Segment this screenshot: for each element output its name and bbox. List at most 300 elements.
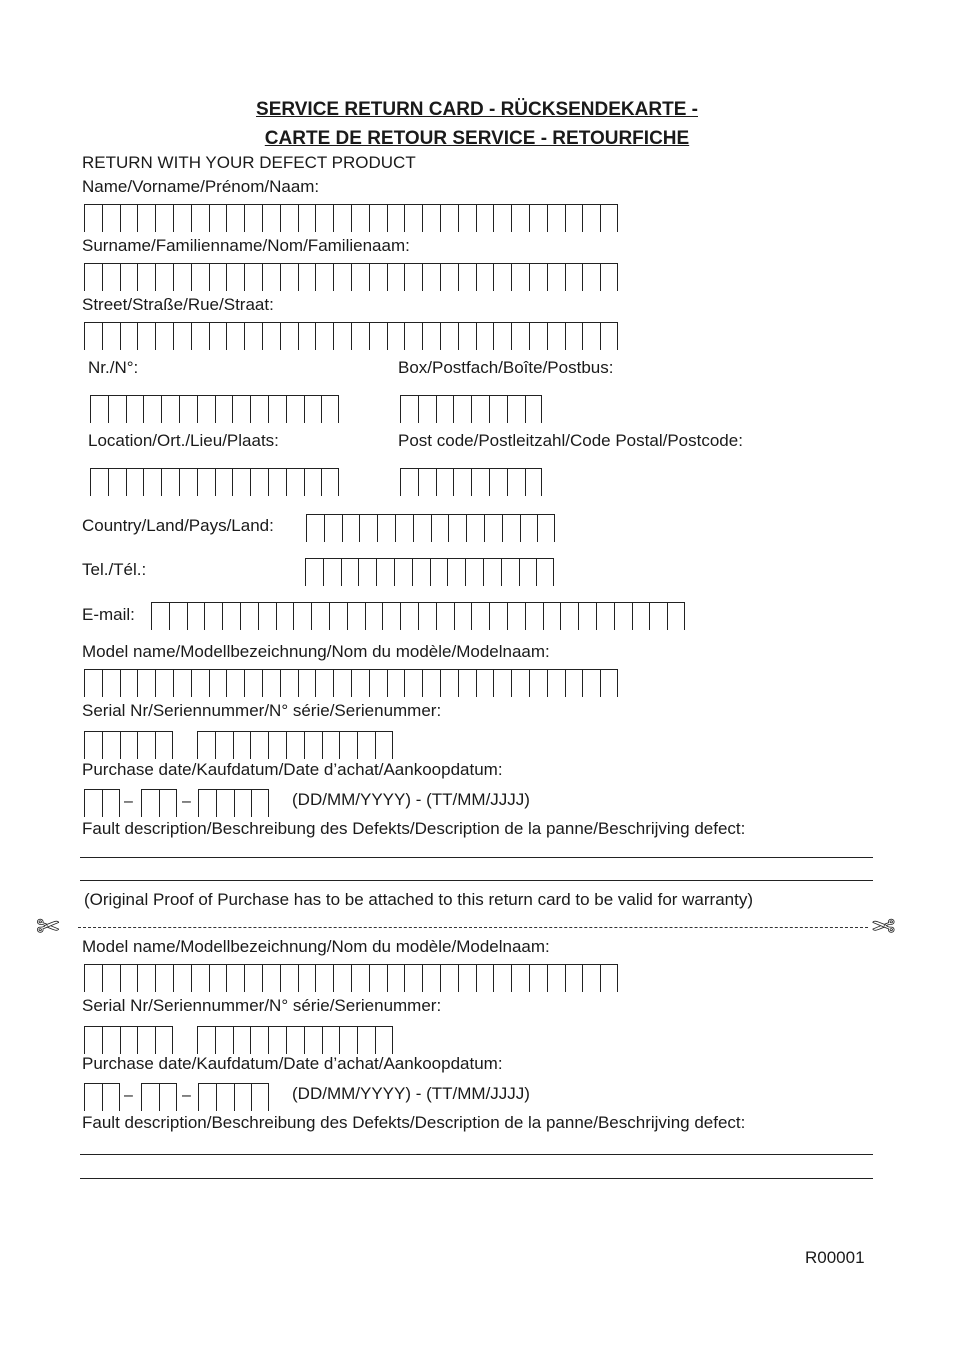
char-box[interactable] bbox=[453, 469, 471, 496]
char-box[interactable] bbox=[430, 559, 448, 586]
char-box[interactable] bbox=[511, 205, 529, 232]
char-box[interactable] bbox=[422, 205, 440, 232]
char-box[interactable] bbox=[600, 670, 618, 697]
char-box[interactable] bbox=[304, 469, 322, 496]
char-box[interactable] bbox=[422, 670, 440, 697]
char-box[interactable] bbox=[84, 965, 102, 992]
model-boxes[interactable] bbox=[84, 669, 618, 697]
char-box[interactable] bbox=[333, 264, 351, 291]
char-box[interactable] bbox=[137, 205, 155, 232]
char-box[interactable] bbox=[483, 559, 501, 586]
char-box[interactable] bbox=[143, 469, 161, 496]
char-box[interactable] bbox=[351, 965, 369, 992]
char-box[interactable] bbox=[365, 603, 383, 630]
char-box[interactable] bbox=[458, 670, 476, 697]
char-box[interactable] bbox=[155, 965, 173, 992]
char-box[interactable] bbox=[173, 323, 191, 350]
street-boxes[interactable] bbox=[84, 322, 618, 350]
char-box[interactable] bbox=[404, 323, 422, 350]
char-box[interactable] bbox=[250, 469, 268, 496]
char-box[interactable] bbox=[511, 965, 529, 992]
char-box[interactable] bbox=[120, 323, 138, 350]
char-box[interactable] bbox=[315, 205, 333, 232]
char-box[interactable] bbox=[582, 205, 600, 232]
char-box[interactable] bbox=[440, 670, 458, 697]
char-box[interactable] bbox=[120, 965, 138, 992]
serial-boxes-b[interactable] bbox=[197, 731, 393, 759]
char-box[interactable] bbox=[458, 205, 476, 232]
char-box[interactable] bbox=[422, 323, 440, 350]
char-box[interactable] bbox=[141, 790, 159, 817]
char-box[interactable] bbox=[436, 603, 454, 630]
char-box[interactable] bbox=[507, 469, 525, 496]
char-box[interactable] bbox=[137, 732, 155, 759]
char-box[interactable] bbox=[141, 1084, 159, 1111]
char-box[interactable] bbox=[529, 670, 547, 697]
char-box[interactable] bbox=[322, 732, 340, 759]
char-box[interactable] bbox=[537, 515, 555, 542]
char-box[interactable] bbox=[418, 469, 436, 496]
char-box[interactable] bbox=[120, 1027, 138, 1054]
char-box[interactable] bbox=[244, 965, 262, 992]
char-box[interactable] bbox=[137, 670, 155, 697]
char-box[interactable] bbox=[311, 603, 329, 630]
char-box[interactable] bbox=[400, 396, 418, 423]
char-box[interactable] bbox=[520, 515, 538, 542]
char-box[interactable] bbox=[102, 1084, 120, 1111]
char-box[interactable] bbox=[351, 205, 369, 232]
char-box[interactable] bbox=[84, 732, 102, 759]
char-box[interactable] bbox=[422, 264, 440, 291]
char-box[interactable] bbox=[582, 264, 600, 291]
char-box[interactable] bbox=[298, 323, 316, 350]
char-box[interactable] bbox=[137, 323, 155, 350]
nr-boxes[interactable] bbox=[90, 395, 339, 423]
char-box[interactable] bbox=[84, 1084, 102, 1111]
char-box[interactable] bbox=[347, 603, 365, 630]
char-box[interactable] bbox=[280, 323, 298, 350]
char-box[interactable] bbox=[511, 323, 529, 350]
char-box[interactable] bbox=[204, 603, 222, 630]
char-box[interactable] bbox=[369, 670, 387, 697]
char-box[interactable] bbox=[155, 670, 173, 697]
char-box[interactable] bbox=[502, 515, 520, 542]
char-box[interactable] bbox=[547, 264, 565, 291]
fault-line-3[interactable] bbox=[80, 1154, 873, 1155]
char-box[interactable] bbox=[465, 559, 483, 586]
char-box[interactable] bbox=[466, 515, 484, 542]
char-box[interactable] bbox=[155, 264, 173, 291]
char-box[interactable] bbox=[262, 323, 280, 350]
char-box[interactable] bbox=[404, 205, 422, 232]
char-box[interactable] bbox=[565, 264, 583, 291]
country-boxes[interactable] bbox=[306, 514, 555, 542]
char-box[interactable] bbox=[400, 469, 418, 496]
char-box[interactable] bbox=[251, 790, 269, 817]
char-box[interactable] bbox=[262, 264, 280, 291]
char-box[interactable] bbox=[306, 515, 324, 542]
char-box[interactable] bbox=[293, 603, 311, 630]
char-box[interactable] bbox=[493, 205, 511, 232]
location-boxes[interactable] bbox=[90, 468, 339, 496]
char-box[interactable] bbox=[304, 396, 322, 423]
char-box[interactable] bbox=[234, 790, 252, 817]
char-box[interactable] bbox=[280, 205, 298, 232]
name-boxes[interactable] bbox=[84, 204, 618, 232]
char-box[interactable] bbox=[155, 1027, 173, 1054]
char-box[interactable] bbox=[458, 264, 476, 291]
char-box[interactable] bbox=[315, 670, 333, 697]
char-box[interactable] bbox=[191, 205, 209, 232]
char-box[interactable] bbox=[268, 1027, 286, 1054]
char-box[interactable] bbox=[232, 396, 250, 423]
char-box[interactable] bbox=[339, 732, 357, 759]
char-box[interactable] bbox=[582, 323, 600, 350]
char-box[interactable] bbox=[341, 559, 359, 586]
char-box[interactable] bbox=[102, 732, 120, 759]
char-box[interactable] bbox=[161, 469, 179, 496]
char-box[interactable] bbox=[137, 1027, 155, 1054]
char-box[interactable] bbox=[565, 205, 583, 232]
char-box[interactable] bbox=[143, 396, 161, 423]
char-box[interactable] bbox=[250, 1027, 268, 1054]
char-box[interactable] bbox=[375, 1027, 393, 1054]
char-box[interactable] bbox=[493, 264, 511, 291]
purchase-day-boxes-2[interactable] bbox=[84, 1083, 120, 1111]
char-box[interactable] bbox=[369, 205, 387, 232]
serial-boxes-a-2[interactable] bbox=[84, 1026, 173, 1054]
char-box[interactable] bbox=[394, 559, 412, 586]
char-box[interactable] bbox=[102, 965, 120, 992]
char-box[interactable] bbox=[173, 264, 191, 291]
postcode-boxes[interactable] bbox=[400, 468, 542, 496]
char-box[interactable] bbox=[234, 1084, 252, 1111]
char-box[interactable] bbox=[102, 790, 120, 817]
char-box[interactable] bbox=[102, 1027, 120, 1054]
char-box[interactable] bbox=[614, 603, 632, 630]
char-box[interactable] bbox=[376, 559, 394, 586]
fault-line-4[interactable] bbox=[80, 1178, 873, 1179]
char-box[interactable] bbox=[476, 323, 494, 350]
char-box[interactable] bbox=[209, 965, 227, 992]
char-box[interactable] bbox=[333, 670, 351, 697]
char-box[interactable] bbox=[298, 205, 316, 232]
char-box[interactable] bbox=[493, 965, 511, 992]
char-box[interactable] bbox=[84, 205, 102, 232]
char-box[interactable] bbox=[244, 205, 262, 232]
char-box[interactable] bbox=[151, 603, 169, 630]
char-box[interactable] bbox=[226, 323, 244, 350]
char-box[interactable] bbox=[161, 396, 179, 423]
char-box[interactable] bbox=[358, 559, 376, 586]
purchase-month-boxes[interactable] bbox=[141, 789, 177, 817]
char-box[interactable] bbox=[476, 670, 494, 697]
char-box[interactable] bbox=[529, 323, 547, 350]
char-box[interactable] bbox=[232, 469, 250, 496]
char-box[interactable] bbox=[351, 670, 369, 697]
char-box[interactable] bbox=[209, 323, 227, 350]
char-box[interactable] bbox=[155, 205, 173, 232]
char-box[interactable] bbox=[305, 559, 323, 586]
char-box[interactable] bbox=[357, 1027, 375, 1054]
char-box[interactable] bbox=[215, 732, 233, 759]
char-box[interactable] bbox=[476, 965, 494, 992]
char-box[interactable] bbox=[304, 1027, 322, 1054]
char-box[interactable] bbox=[440, 205, 458, 232]
char-box[interactable] bbox=[197, 732, 215, 759]
char-box[interactable] bbox=[351, 323, 369, 350]
char-box[interactable] bbox=[333, 205, 351, 232]
purchase-day-boxes[interactable] bbox=[84, 789, 120, 817]
char-box[interactable] bbox=[458, 965, 476, 992]
char-box[interactable] bbox=[453, 396, 471, 423]
char-box[interactable] bbox=[173, 205, 191, 232]
char-box[interactable] bbox=[412, 559, 430, 586]
char-box[interactable] bbox=[404, 670, 422, 697]
char-box[interactable] bbox=[489, 396, 507, 423]
email-boxes[interactable] bbox=[151, 602, 685, 630]
char-box[interactable] bbox=[387, 323, 405, 350]
char-box[interactable] bbox=[413, 515, 431, 542]
char-box[interactable] bbox=[322, 1027, 340, 1054]
char-box[interactable] bbox=[649, 603, 667, 630]
fault-line-1[interactable] bbox=[80, 857, 873, 858]
char-box[interactable] bbox=[387, 264, 405, 291]
char-box[interactable] bbox=[84, 670, 102, 697]
char-box[interactable] bbox=[286, 1027, 304, 1054]
char-box[interactable] bbox=[324, 515, 342, 542]
char-box[interactable] bbox=[226, 965, 244, 992]
char-box[interactable] bbox=[529, 264, 547, 291]
char-box[interactable] bbox=[489, 469, 507, 496]
char-box[interactable] bbox=[120, 205, 138, 232]
char-box[interactable] bbox=[400, 603, 418, 630]
char-box[interactable] bbox=[476, 264, 494, 291]
char-box[interactable] bbox=[280, 264, 298, 291]
char-box[interactable] bbox=[519, 559, 537, 586]
char-box[interactable] bbox=[198, 790, 216, 817]
char-box[interactable] bbox=[298, 264, 316, 291]
char-box[interactable] bbox=[226, 205, 244, 232]
char-box[interactable] bbox=[536, 559, 554, 586]
char-box[interactable] bbox=[547, 670, 565, 697]
char-box[interactable] bbox=[395, 515, 413, 542]
char-box[interactable] bbox=[454, 603, 472, 630]
char-box[interactable] bbox=[258, 603, 276, 630]
char-box[interactable] bbox=[120, 264, 138, 291]
char-box[interactable] bbox=[357, 732, 375, 759]
char-box[interactable] bbox=[137, 264, 155, 291]
char-box[interactable] bbox=[262, 965, 280, 992]
char-box[interactable] bbox=[233, 732, 251, 759]
char-box[interactable] bbox=[222, 603, 240, 630]
char-box[interactable] bbox=[84, 790, 102, 817]
char-box[interactable] bbox=[191, 965, 209, 992]
char-box[interactable] bbox=[321, 396, 339, 423]
char-box[interactable] bbox=[440, 264, 458, 291]
char-box[interactable] bbox=[351, 264, 369, 291]
char-box[interactable] bbox=[120, 732, 138, 759]
char-box[interactable] bbox=[262, 670, 280, 697]
char-box[interactable] bbox=[276, 603, 294, 630]
char-box[interactable] bbox=[244, 323, 262, 350]
box-boxes[interactable] bbox=[400, 395, 542, 423]
char-box[interactable] bbox=[84, 264, 102, 291]
char-box[interactable] bbox=[600, 205, 618, 232]
char-box[interactable] bbox=[298, 670, 316, 697]
char-box[interactable] bbox=[431, 515, 449, 542]
char-box[interactable] bbox=[315, 323, 333, 350]
char-box[interactable] bbox=[102, 323, 120, 350]
char-box[interactable] bbox=[547, 965, 565, 992]
char-box[interactable] bbox=[547, 205, 565, 232]
char-box[interactable] bbox=[560, 603, 578, 630]
char-box[interactable] bbox=[250, 732, 268, 759]
char-box[interactable] bbox=[173, 670, 191, 697]
char-box[interactable] bbox=[339, 1027, 357, 1054]
char-box[interactable] bbox=[375, 732, 393, 759]
char-box[interactable] bbox=[582, 965, 600, 992]
char-box[interactable] bbox=[458, 323, 476, 350]
char-box[interactable] bbox=[422, 965, 440, 992]
char-box[interactable] bbox=[436, 396, 454, 423]
char-box[interactable] bbox=[489, 603, 507, 630]
char-box[interactable] bbox=[120, 670, 138, 697]
char-box[interactable] bbox=[108, 469, 126, 496]
char-box[interactable] bbox=[525, 469, 543, 496]
char-box[interactable] bbox=[342, 515, 360, 542]
char-box[interactable] bbox=[108, 396, 126, 423]
char-box[interactable] bbox=[215, 1027, 233, 1054]
char-box[interactable] bbox=[471, 469, 489, 496]
char-box[interactable] bbox=[387, 205, 405, 232]
char-box[interactable] bbox=[565, 965, 583, 992]
char-box[interactable] bbox=[447, 559, 465, 586]
char-box[interactable] bbox=[268, 469, 286, 496]
char-box[interactable] bbox=[404, 264, 422, 291]
char-box[interactable] bbox=[209, 670, 227, 697]
surname-boxes[interactable] bbox=[84, 263, 618, 291]
char-box[interactable] bbox=[191, 323, 209, 350]
char-box[interactable] bbox=[582, 670, 600, 697]
char-box[interactable] bbox=[286, 732, 304, 759]
char-box[interactable] bbox=[179, 396, 197, 423]
char-box[interactable] bbox=[251, 1084, 269, 1111]
char-box[interactable] bbox=[547, 323, 565, 350]
char-box[interactable] bbox=[233, 1027, 251, 1054]
char-box[interactable] bbox=[179, 469, 197, 496]
char-box[interactable] bbox=[387, 670, 405, 697]
char-box[interactable] bbox=[471, 396, 489, 423]
model-boxes-2[interactable] bbox=[84, 964, 618, 992]
char-box[interactable] bbox=[280, 670, 298, 697]
char-box[interactable] bbox=[226, 264, 244, 291]
char-box[interactable] bbox=[126, 469, 144, 496]
tel-boxes[interactable] bbox=[305, 558, 554, 586]
purchase-year-boxes-2[interactable] bbox=[198, 1083, 269, 1111]
char-box[interactable] bbox=[507, 603, 525, 630]
char-box[interactable] bbox=[377, 515, 395, 542]
char-box[interactable] bbox=[304, 732, 322, 759]
char-box[interactable] bbox=[329, 603, 347, 630]
char-box[interactable] bbox=[286, 396, 304, 423]
char-box[interactable] bbox=[565, 323, 583, 350]
char-box[interactable] bbox=[404, 965, 422, 992]
char-box[interactable] bbox=[525, 396, 543, 423]
purchase-month-boxes-2[interactable] bbox=[141, 1083, 177, 1111]
char-box[interactable] bbox=[315, 965, 333, 992]
fault-line-2[interactable] bbox=[80, 880, 873, 881]
char-box[interactable] bbox=[525, 603, 543, 630]
char-box[interactable] bbox=[315, 264, 333, 291]
char-box[interactable] bbox=[511, 264, 529, 291]
char-box[interactable] bbox=[321, 469, 339, 496]
serial-boxes-b-2[interactable] bbox=[197, 1026, 393, 1054]
char-box[interactable] bbox=[596, 603, 614, 630]
char-box[interactable] bbox=[369, 264, 387, 291]
char-box[interactable] bbox=[90, 396, 108, 423]
char-box[interactable] bbox=[169, 603, 187, 630]
char-box[interactable] bbox=[600, 323, 618, 350]
char-box[interactable] bbox=[543, 603, 561, 630]
char-box[interactable] bbox=[173, 965, 191, 992]
char-box[interactable] bbox=[286, 469, 304, 496]
char-box[interactable] bbox=[155, 732, 173, 759]
char-box[interactable] bbox=[268, 396, 286, 423]
char-box[interactable] bbox=[387, 965, 405, 992]
char-box[interactable] bbox=[102, 264, 120, 291]
char-box[interactable] bbox=[529, 965, 547, 992]
char-box[interactable] bbox=[507, 396, 525, 423]
char-box[interactable] bbox=[209, 205, 227, 232]
char-box[interactable] bbox=[215, 469, 233, 496]
char-box[interactable] bbox=[484, 515, 502, 542]
char-box[interactable] bbox=[440, 323, 458, 350]
char-box[interactable] bbox=[244, 670, 262, 697]
char-box[interactable] bbox=[198, 1084, 216, 1111]
char-box[interactable] bbox=[280, 965, 298, 992]
char-box[interactable] bbox=[262, 205, 280, 232]
char-box[interactable] bbox=[448, 515, 466, 542]
char-box[interactable] bbox=[436, 469, 454, 496]
char-box[interactable] bbox=[216, 1084, 234, 1111]
char-box[interactable] bbox=[369, 965, 387, 992]
char-box[interactable] bbox=[493, 323, 511, 350]
char-box[interactable] bbox=[333, 323, 351, 350]
char-box[interactable] bbox=[476, 205, 494, 232]
char-box[interactable] bbox=[102, 670, 120, 697]
char-box[interactable] bbox=[578, 603, 596, 630]
char-box[interactable] bbox=[323, 559, 341, 586]
char-box[interactable] bbox=[209, 264, 227, 291]
char-box[interactable] bbox=[493, 670, 511, 697]
char-box[interactable] bbox=[600, 264, 618, 291]
char-box[interactable] bbox=[84, 323, 102, 350]
serial-boxes-a[interactable] bbox=[84, 731, 173, 759]
char-box[interactable] bbox=[250, 396, 268, 423]
char-box[interactable] bbox=[298, 965, 316, 992]
char-box[interactable] bbox=[137, 965, 155, 992]
char-box[interactable] bbox=[90, 469, 108, 496]
char-box[interactable] bbox=[600, 965, 618, 992]
char-box[interactable] bbox=[632, 603, 650, 630]
char-box[interactable] bbox=[102, 205, 120, 232]
char-box[interactable] bbox=[333, 965, 351, 992]
char-box[interactable] bbox=[216, 790, 234, 817]
char-box[interactable] bbox=[418, 396, 436, 423]
char-box[interactable] bbox=[382, 603, 400, 630]
char-box[interactable] bbox=[159, 790, 177, 817]
